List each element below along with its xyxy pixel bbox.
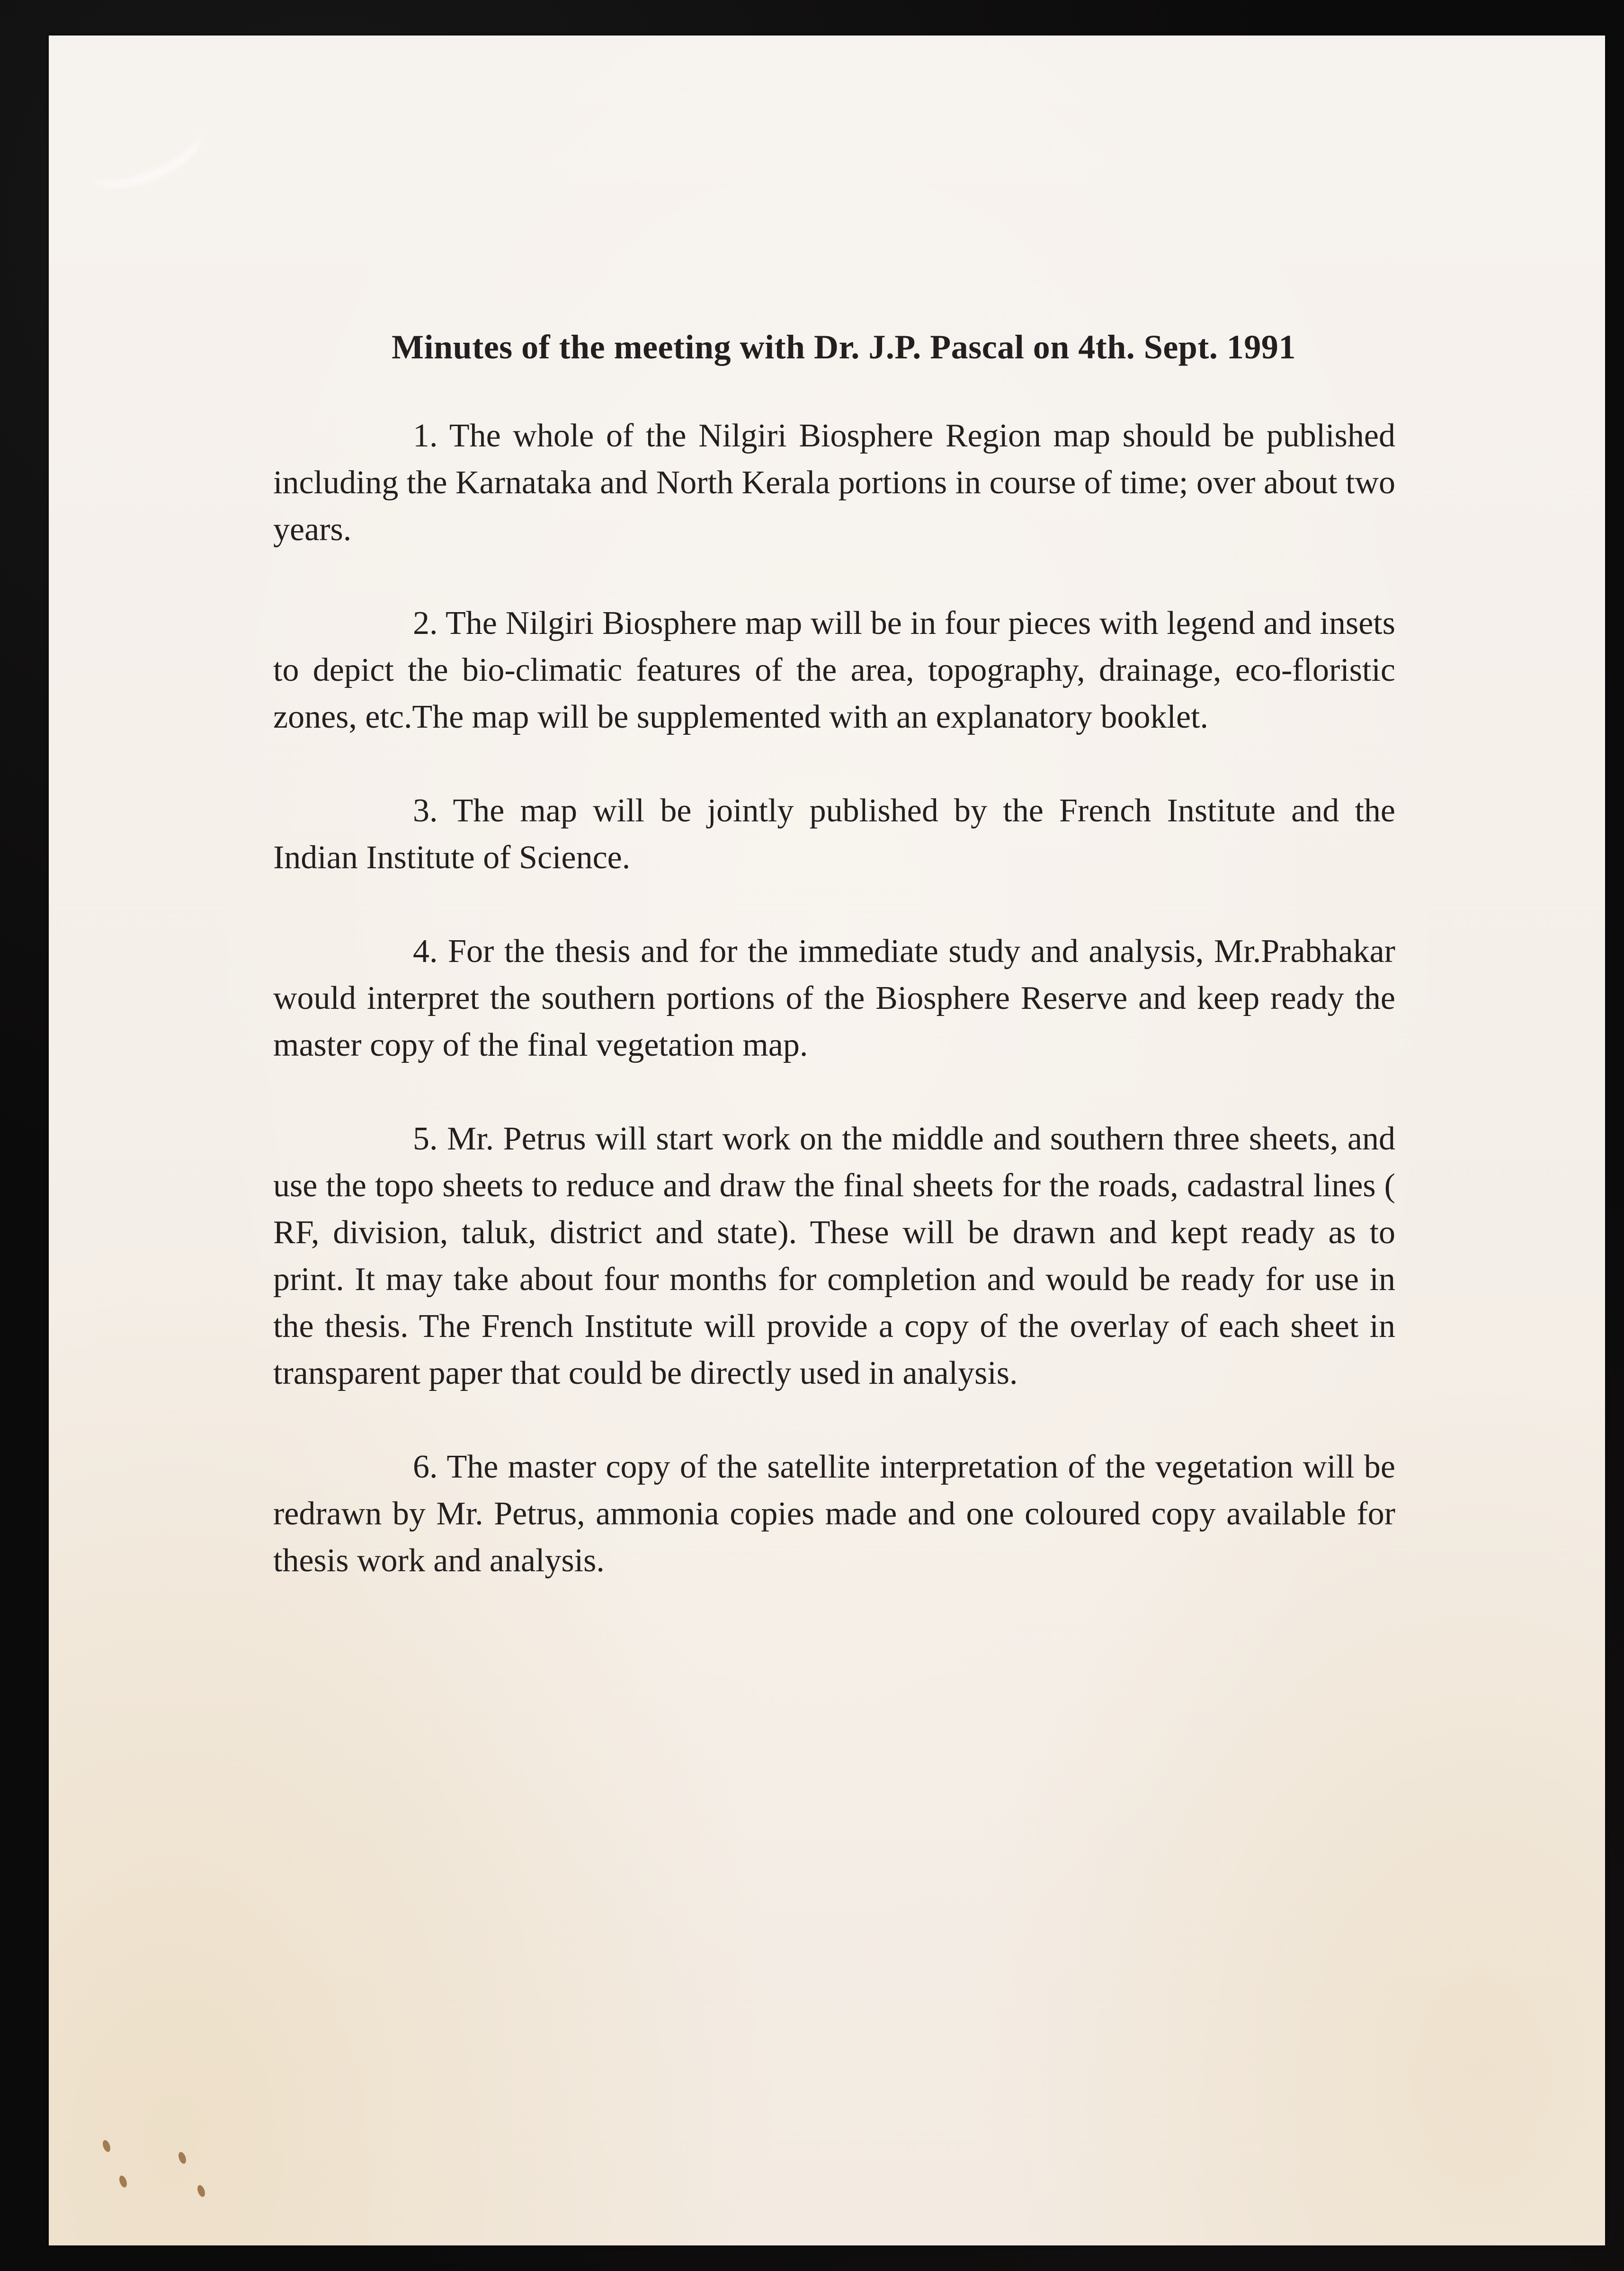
minutes-item-4: 4. For the thesis and for the immediate study and analysis, Mr.Prabhakar would interpret the southern portions of the Biosphere Reserve and keep ready the master copy of the final vegetation map. [273, 933, 1395, 1064]
foxing-spot [101, 2139, 112, 2153]
minutes-item-1: 1. The whole of the Nilgiri Biosphere Region map should be published including the Karnataka and North Kerala portions in course of time; over about two years. [273, 418, 1395, 548]
foxing-spot [196, 2184, 206, 2198]
minutes-item-3: 3. The map will be jointly published by the French Institute and the Indian Institute of Science. [273, 793, 1395, 876]
foxing-spot [118, 2174, 128, 2188]
document-title: Minutes of the meeting with Dr. J.P. Pascal on 4th. Sept. 1991 [392, 328, 1296, 366]
minutes-item-2: 2. The Nilgiri Biosphere map will be in four pieces with legend and insets to depict the bio-climatic features of the area, topography, drainage, eco-floristic zones, etc.The map will be supplemented with an explanatory booklet. [273, 605, 1395, 736]
minutes-item-5: 5. Mr. Petrus will start work on the middle and southern three sheets, and use the topo sheets to reduce and draw the final sheets for the roads, cadastral lines ( RF, division, taluk, district and state). These will be drawn and kept ready as to print. It may take about four months for completion and would be ready for use in the thesis. The French Institute will provide a copy of the overlay of each sheet in transparent paper that could be directly used in analysis. [273, 1121, 1395, 1392]
minutes-item-6: 6. The master copy of the satellite interpretation of the vegetation will be redrawn by Mr. Petrus, ammonia copies made and one coloured copy available for thesis work and analysis. [273, 1449, 1395, 1579]
paper-crease [75, 100, 212, 202]
document-body [273, 327, 1395, 1584]
foxing-spot [177, 2151, 187, 2164]
